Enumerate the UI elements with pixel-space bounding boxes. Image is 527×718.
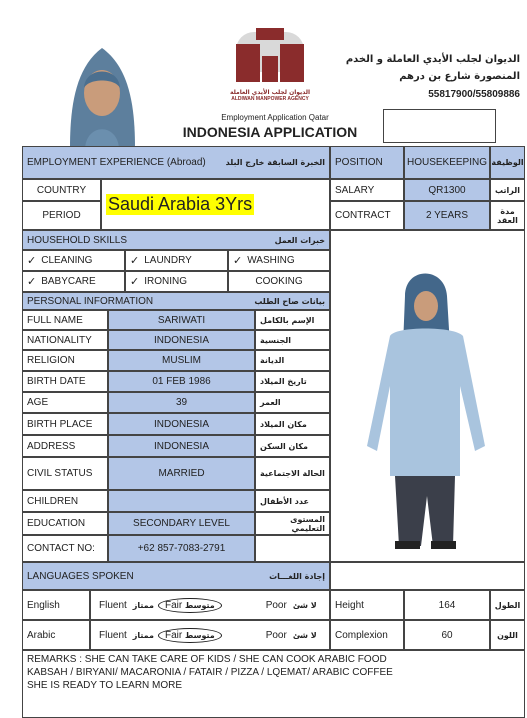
attribute-label-arabic: الطول <box>490 590 525 620</box>
personal-row-value: MARRIED <box>108 457 255 490</box>
skills-label: HOUSEHOLD SKILLS <box>27 234 128 246</box>
salary-label: SALARY <box>330 179 404 201</box>
logo-caption-arabic: الديوان لجلب الأيدي العاملة <box>229 89 311 96</box>
languages-label-arabic: إجادة اللغـــات <box>269 571 325 581</box>
personal-row-label: AGE <box>22 392 108 413</box>
languages-header-blank <box>330 562 525 590</box>
personal-row-value: MUSLIM <box>108 350 255 371</box>
fair-selected-circle: Fair متوسط <box>158 598 222 613</box>
agency-logo <box>226 26 314 106</box>
personal-row-value: SARIWATI <box>108 310 255 330</box>
personal-label-arabic: بيانات صاح الطلب <box>254 296 325 306</box>
check-icon: ✓ <box>130 254 140 267</box>
fair-selected-circle: Fair متوسط <box>158 628 222 643</box>
position-label-arabic: الوظيفة <box>490 146 525 179</box>
logo-caption-english: ALDIWAN MANPOWER AGENCY <box>231 96 309 102</box>
personal-row-label-arabic: المستوى التعليمي <box>255 512 330 535</box>
language-proficiency: Fluent ممتاز Fair متوسط Poor لا شئ <box>90 590 330 620</box>
reference-box <box>383 109 496 143</box>
skill-item: ✓ WASHING <box>228 250 330 271</box>
personal-row-value <box>108 490 255 512</box>
check-icon: ✓ <box>130 275 140 288</box>
experience-header <box>22 146 330 179</box>
period-label: PERIOD <box>22 201 101 230</box>
personal-row-value: 01 FEB 1986 <box>108 371 255 392</box>
personal-row-value: INDONESIA <box>108 413 255 435</box>
personal-row-label-arabic: مكان السكن <box>255 435 330 457</box>
fullbody-photo-frame <box>330 230 525 562</box>
personal-row-label: EDUCATION <box>22 512 108 535</box>
agency-name-arabic: الديوان لجلب الأيدي العاملة و الخدم <box>345 54 520 65</box>
position-value: HOUSEKEEPING <box>404 146 490 179</box>
language-name: Arabic <box>22 620 90 650</box>
agency-phones: 55817900/55809886 <box>428 89 520 100</box>
personal-header <box>22 292 330 310</box>
personal-row-label-arabic: العمر <box>255 392 330 413</box>
personal-row-value: INDONESIA <box>108 435 255 457</box>
salary-label-arabic: الراتب <box>490 179 525 201</box>
experience-value-cell <box>101 179 330 230</box>
personal-row-label: CIVIL STATUS <box>22 457 108 490</box>
attribute-label-arabic: اللون <box>490 620 525 650</box>
agency-address-arabic: المنصورة شارع بن درهم <box>399 71 520 82</box>
remarks-box <box>22 650 525 718</box>
personal-row-label-arabic: الديانة <box>255 350 330 371</box>
experience-value: Saudi Arabia 3Yrs <box>108 194 253 214</box>
personal-label: PERSONAL INFORMATION <box>27 295 154 307</box>
form-title: INDONESIA APPLICATION <box>182 124 358 140</box>
experience-label: EMPLOYMENT EXPERIENCE (Abroad) <box>27 157 206 168</box>
applicant-headshot <box>55 38 150 148</box>
personal-row-label: RELIGION <box>22 350 108 371</box>
skill-item: ✓ BABYCARE <box>22 271 125 292</box>
personal-row-label-arabic: مكان الميلاد <box>255 413 330 435</box>
personal-row-label-arabic: عدد الأطفال <box>255 490 330 512</box>
skill-item: ✓ LAUNDRY <box>125 250 228 271</box>
check-icon: ✓ <box>27 254 37 267</box>
form-subtitle: Employment Application Qatar <box>221 113 329 122</box>
languages-label: LANGUAGES SPOKEN <box>27 570 134 582</box>
skill-item: ✓ IRONING <box>125 271 228 292</box>
personal-row-value: SECONDARY LEVEL <box>108 512 255 535</box>
attribute-label: Height <box>330 590 404 620</box>
remarks-line: SHE IS READY TO LEARN MORE <box>27 680 183 691</box>
applicant-fullbody-photo <box>335 236 520 556</box>
attribute-value: 60 <box>404 620 490 650</box>
personal-row-label-arabic: الحالة الاجتماعية <box>255 457 330 490</box>
skill-item: ✓ CLEANING <box>22 250 125 271</box>
language-proficiency: Fluent ممتاز Fair متوسط Poor لا شئ <box>90 620 330 650</box>
personal-row-label-arabic: تاريخ الميلاد <box>255 371 330 392</box>
country-label: COUNTRY <box>22 179 101 201</box>
personal-row-value: +62 857-7083-2791 <box>108 535 255 562</box>
personal-row-value: INDONESIA <box>108 330 255 350</box>
personal-row-label: FULL NAME <box>22 310 108 330</box>
personal-row-label: BIRTH DATE <box>22 371 108 392</box>
contract-label: CONTRACT <box>330 201 404 230</box>
remarks-line: KABSAH / BIRYANI/ MACARONIA / FATAIR / PIZZA / LQEMAT/ ARABIC COFFEE <box>27 667 393 678</box>
attribute-label: Complexion <box>330 620 404 650</box>
personal-row-label-arabic <box>255 535 330 562</box>
skill-item: COOKING <box>228 271 330 292</box>
experience-label-arabic: الخبرة السابقة خارج البلد <box>225 158 325 167</box>
contract-value: 2 YEARS <box>404 201 490 230</box>
languages-header <box>22 562 330 590</box>
personal-row-label: NATIONALITY <box>22 330 108 350</box>
language-name: English <box>22 590 90 620</box>
salary-value: QR1300 <box>404 179 490 201</box>
personal-row-label-arabic: الإسم بالكامل <box>255 310 330 330</box>
skills-label-arabic: خبرات العمل <box>274 235 325 245</box>
personal-row-label-arabic: الجنسية <box>255 330 330 350</box>
attribute-value: 164 <box>404 590 490 620</box>
personal-row-label: CHILDREN <box>22 490 108 512</box>
check-icon: ✓ <box>27 275 37 288</box>
personal-row-label: ADDRESS <box>22 435 108 457</box>
remarks-line: REMARKS : SHE CAN TAKE CARE OF KIDS / SHE CAN COOK ARABIC FOOD <box>27 654 387 665</box>
personal-row-label: BIRTH PLACE <box>22 413 108 435</box>
check-icon: ✓ <box>233 254 243 267</box>
personal-row-value: 39 <box>108 392 255 413</box>
position-label: POSITION <box>330 146 404 179</box>
contract-label-arabic: مدة العقد <box>490 201 525 230</box>
skills-header <box>22 230 330 250</box>
personal-row-label: CONTACT NO: <box>22 535 108 562</box>
